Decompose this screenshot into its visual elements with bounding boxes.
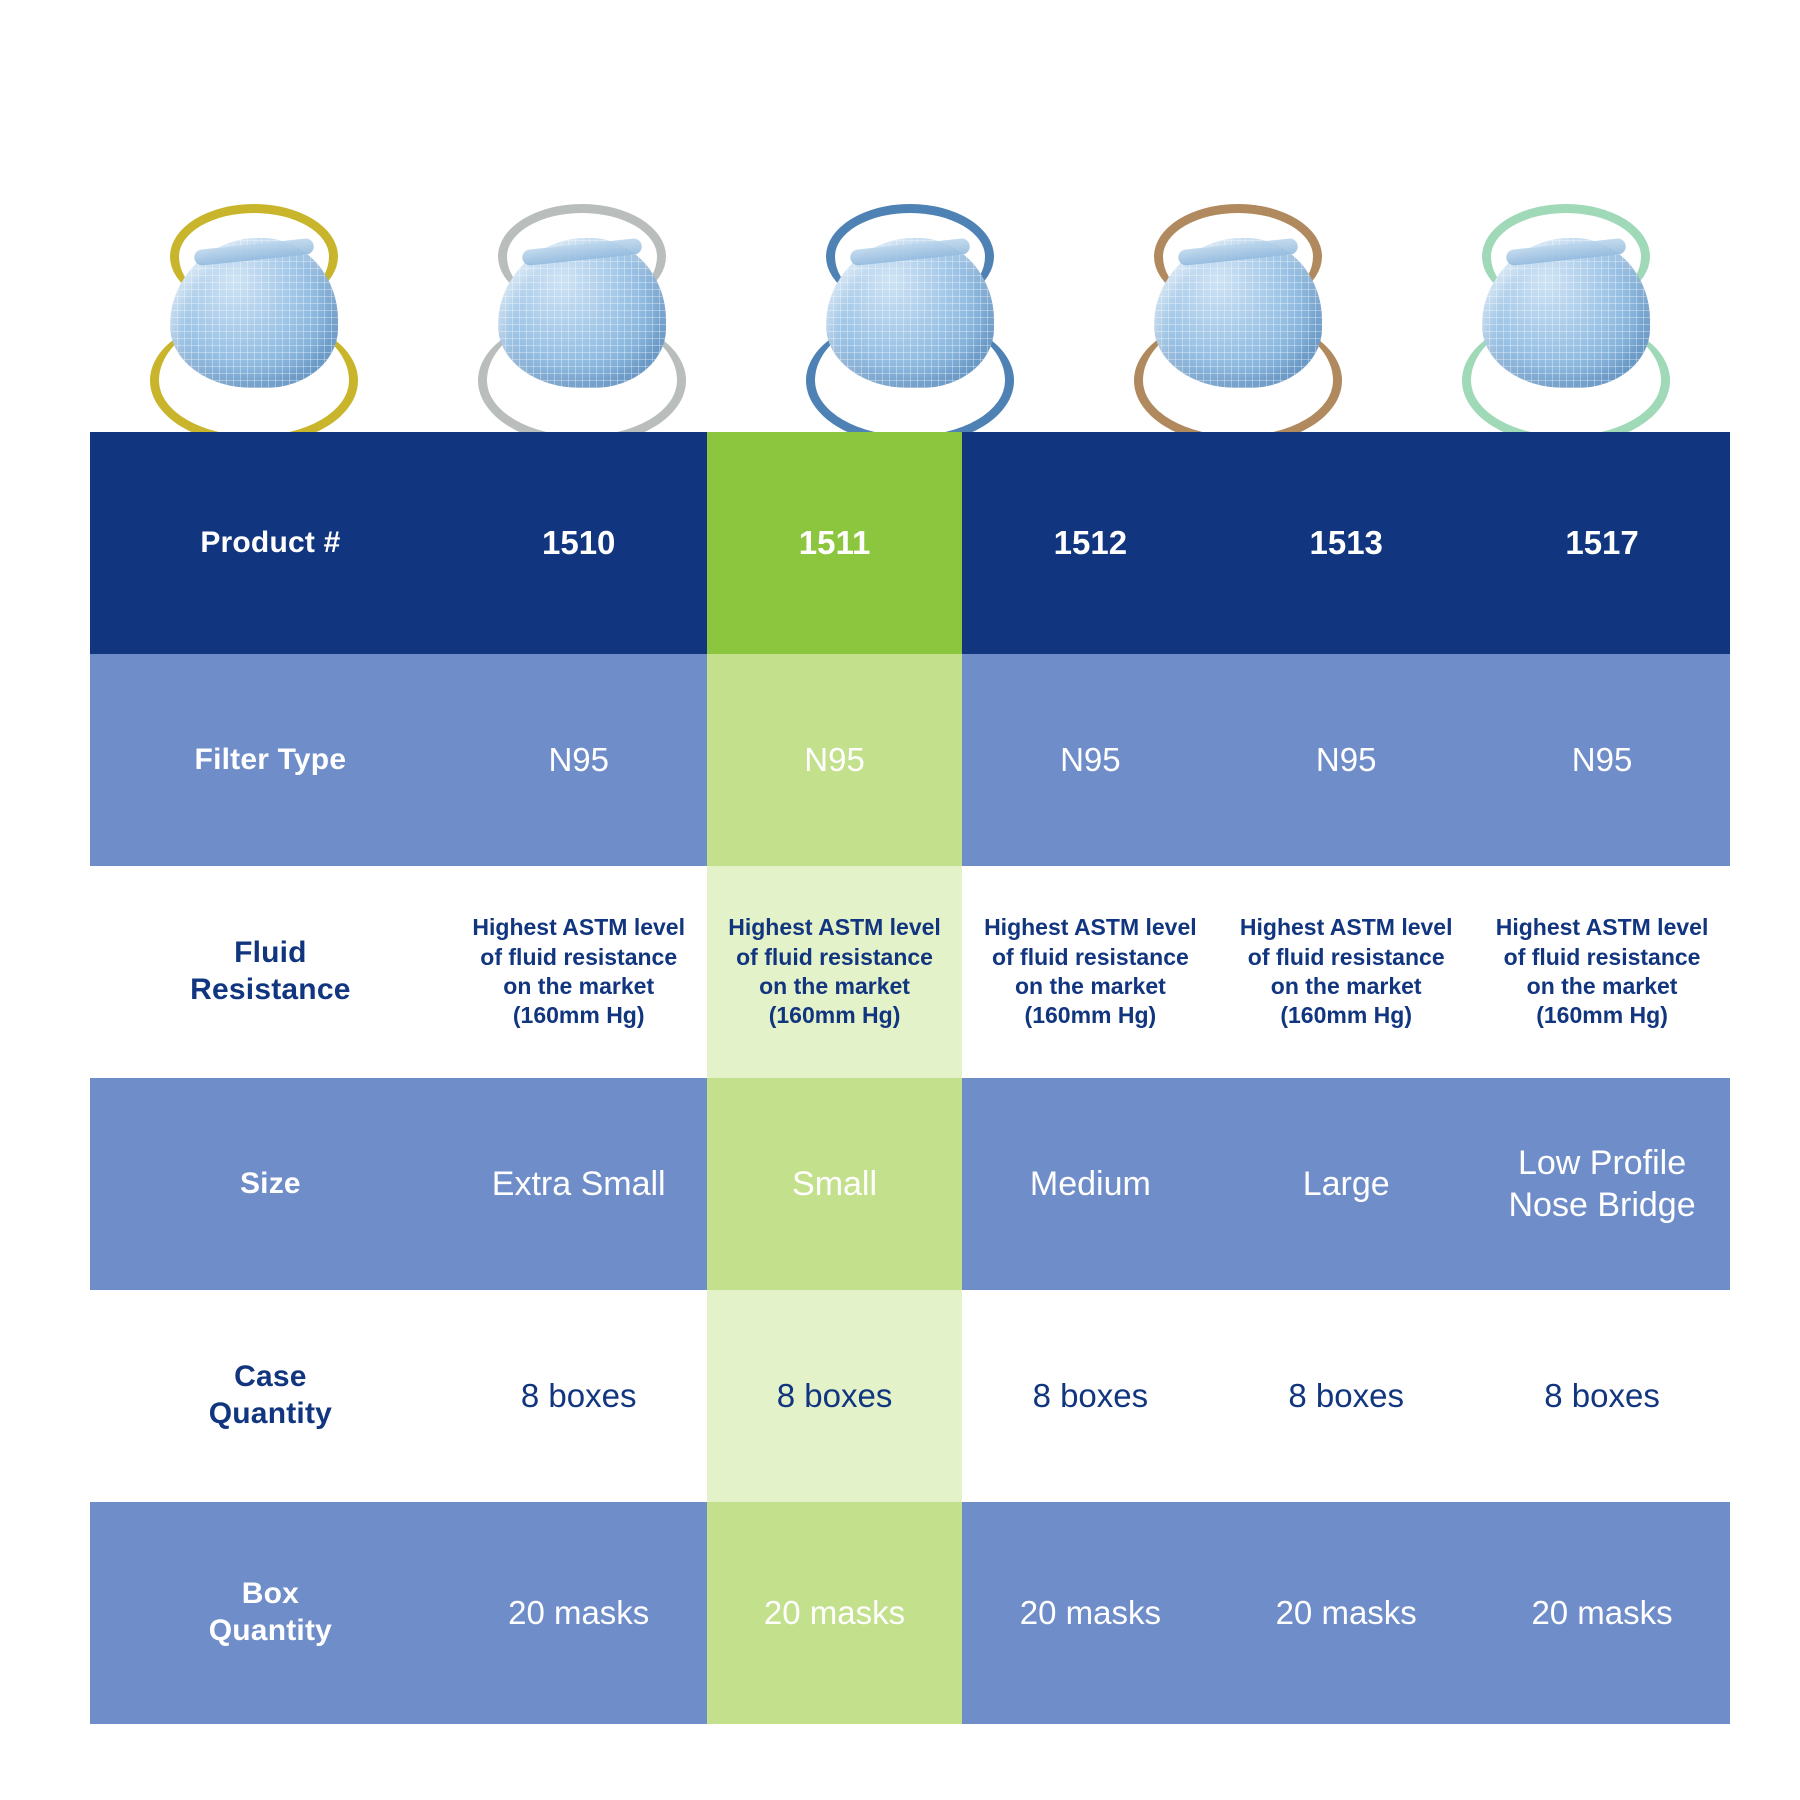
row-label-text: Size	[239, 1166, 301, 1200]
table-row-filter-type	[90, 654, 1730, 866]
table-row-case-quantity	[90, 1290, 1730, 1502]
cell-box-quantity-1517	[1474, 1502, 1730, 1724]
cell-filter-type-1513	[1218, 654, 1474, 866]
cell-value: Small	[792, 1164, 878, 1203]
cell-case-quantity-1511	[707, 1290, 963, 1502]
cell-filter-type-1510	[451, 654, 707, 866]
cell-product-number-1510	[451, 432, 707, 654]
cell-fluid-resistance-1511	[707, 866, 963, 1078]
cell-size-1511	[707, 1078, 963, 1290]
cell-value: 8 boxes	[1544, 1377, 1660, 1415]
cell-value: Medium	[1029, 1164, 1151, 1203]
cell-value: 20 masks	[1531, 1594, 1673, 1632]
cell-value: N95	[548, 741, 609, 779]
table-row-fluid-resistance	[90, 866, 1730, 1078]
cell-box-quantity-1513	[1218, 1502, 1474, 1724]
product-image-1513	[1074, 170, 1402, 430]
cell-case-quantity-1510	[451, 1290, 707, 1502]
cell-value: 20 masks	[763, 1594, 906, 1632]
cell-fluid-resistance-1517	[1474, 866, 1730, 1078]
cell-value: Highest ASTM level of fluid resistance on the market (160mm Hg)	[1239, 914, 1453, 1029]
cell-value: 1517	[1565, 524, 1639, 562]
respirator-figure	[1118, 210, 1358, 430]
row-label-product-number	[90, 432, 451, 654]
cell-size-1517	[1474, 1078, 1730, 1290]
cell-filter-type-1517	[1474, 654, 1730, 866]
cell-value: Highest ASTM level of fluid resistance on the market (160mm Hg)	[984, 914, 1197, 1029]
cell-value: 1512	[1053, 524, 1128, 562]
cell-fluid-resistance-1510	[451, 866, 707, 1078]
table-row-product-number	[90, 432, 1730, 654]
cell-value: 20 masks	[1275, 1594, 1417, 1632]
cell-value: 8 boxes	[776, 1377, 893, 1415]
table-row-size	[90, 1078, 1730, 1290]
product-image-1511	[418, 170, 746, 430]
cell-fluid-resistance-1513	[1218, 866, 1474, 1078]
row-label-size	[90, 1078, 451, 1290]
cell-size-1512	[962, 1078, 1218, 1290]
cell-box-quantity-1511	[707, 1502, 963, 1724]
cell-product-number-1517	[1474, 432, 1730, 654]
cell-case-quantity-1517	[1474, 1290, 1730, 1502]
product-image-1512	[746, 170, 1074, 430]
respirator-figure	[134, 210, 374, 430]
row-label-case-quantity	[90, 1290, 451, 1502]
cell-value: Large	[1302, 1164, 1390, 1203]
cell-filter-type-1512	[962, 654, 1218, 866]
cell-case-quantity-1512	[962, 1290, 1218, 1502]
cell-product-number-1513	[1218, 432, 1474, 654]
cell-value: Extra Small	[491, 1164, 666, 1203]
product-image-1510	[90, 170, 418, 430]
cell-filter-type-1511	[707, 654, 963, 866]
cell-value: Highest ASTM level of fluid resistance on the market (160mm Hg)	[1495, 914, 1709, 1029]
cell-box-quantity-1512	[962, 1502, 1218, 1724]
cell-value: 1513	[1309, 524, 1383, 562]
row-label-text: Filter Type	[194, 742, 347, 776]
cell-value: Low Profile Nose Bridge	[1508, 1143, 1696, 1224]
row-label-text: Box Quantity	[208, 1577, 333, 1647]
row-label-filter-type	[90, 654, 451, 866]
cell-value: 8 boxes	[1288, 1377, 1404, 1415]
respirator-figure	[790, 210, 1030, 430]
cell-value: Highest ASTM level of fluid resistance on the market (160mm Hg)	[472, 914, 685, 1029]
cell-value: 8 boxes	[1032, 1377, 1149, 1415]
product-comparison-table	[90, 432, 1730, 1724]
table-row-box-quantity	[90, 1502, 1730, 1724]
cell-value: 1511	[798, 524, 871, 562]
cell-value: Highest ASTM level of fluid resistance on the market (160mm Hg)	[728, 914, 941, 1029]
product-image-1517	[1402, 170, 1730, 430]
cell-value: 8 boxes	[520, 1377, 637, 1415]
cell-box-quantity-1510	[451, 1502, 707, 1724]
cell-value: 1510	[542, 524, 616, 562]
product-image-strip	[90, 170, 1730, 430]
cell-product-number-1511	[707, 432, 963, 654]
cell-size-1510	[451, 1078, 707, 1290]
row-label-box-quantity	[90, 1502, 451, 1724]
cell-value: 20 masks	[1019, 1594, 1161, 1632]
cell-case-quantity-1513	[1218, 1290, 1474, 1502]
cell-value: N95	[804, 741, 865, 779]
respirator-figure	[462, 210, 702, 430]
cell-value: N95	[1060, 741, 1121, 779]
cell-value: N95	[1315, 741, 1377, 779]
row-label-text: Fluid Resistance	[190, 936, 351, 1006]
respirator-figure	[1446, 210, 1686, 430]
row-label-text: Case Quantity	[208, 1360, 333, 1430]
row-label-text: Product #	[200, 525, 341, 559]
cell-value: N95	[1571, 741, 1633, 779]
cell-value: 20 masks	[508, 1594, 650, 1632]
cell-size-1513	[1218, 1078, 1474, 1290]
cell-fluid-resistance-1512	[962, 866, 1218, 1078]
row-label-fluid-resistance	[90, 866, 451, 1078]
cell-product-number-1512	[962, 432, 1218, 654]
